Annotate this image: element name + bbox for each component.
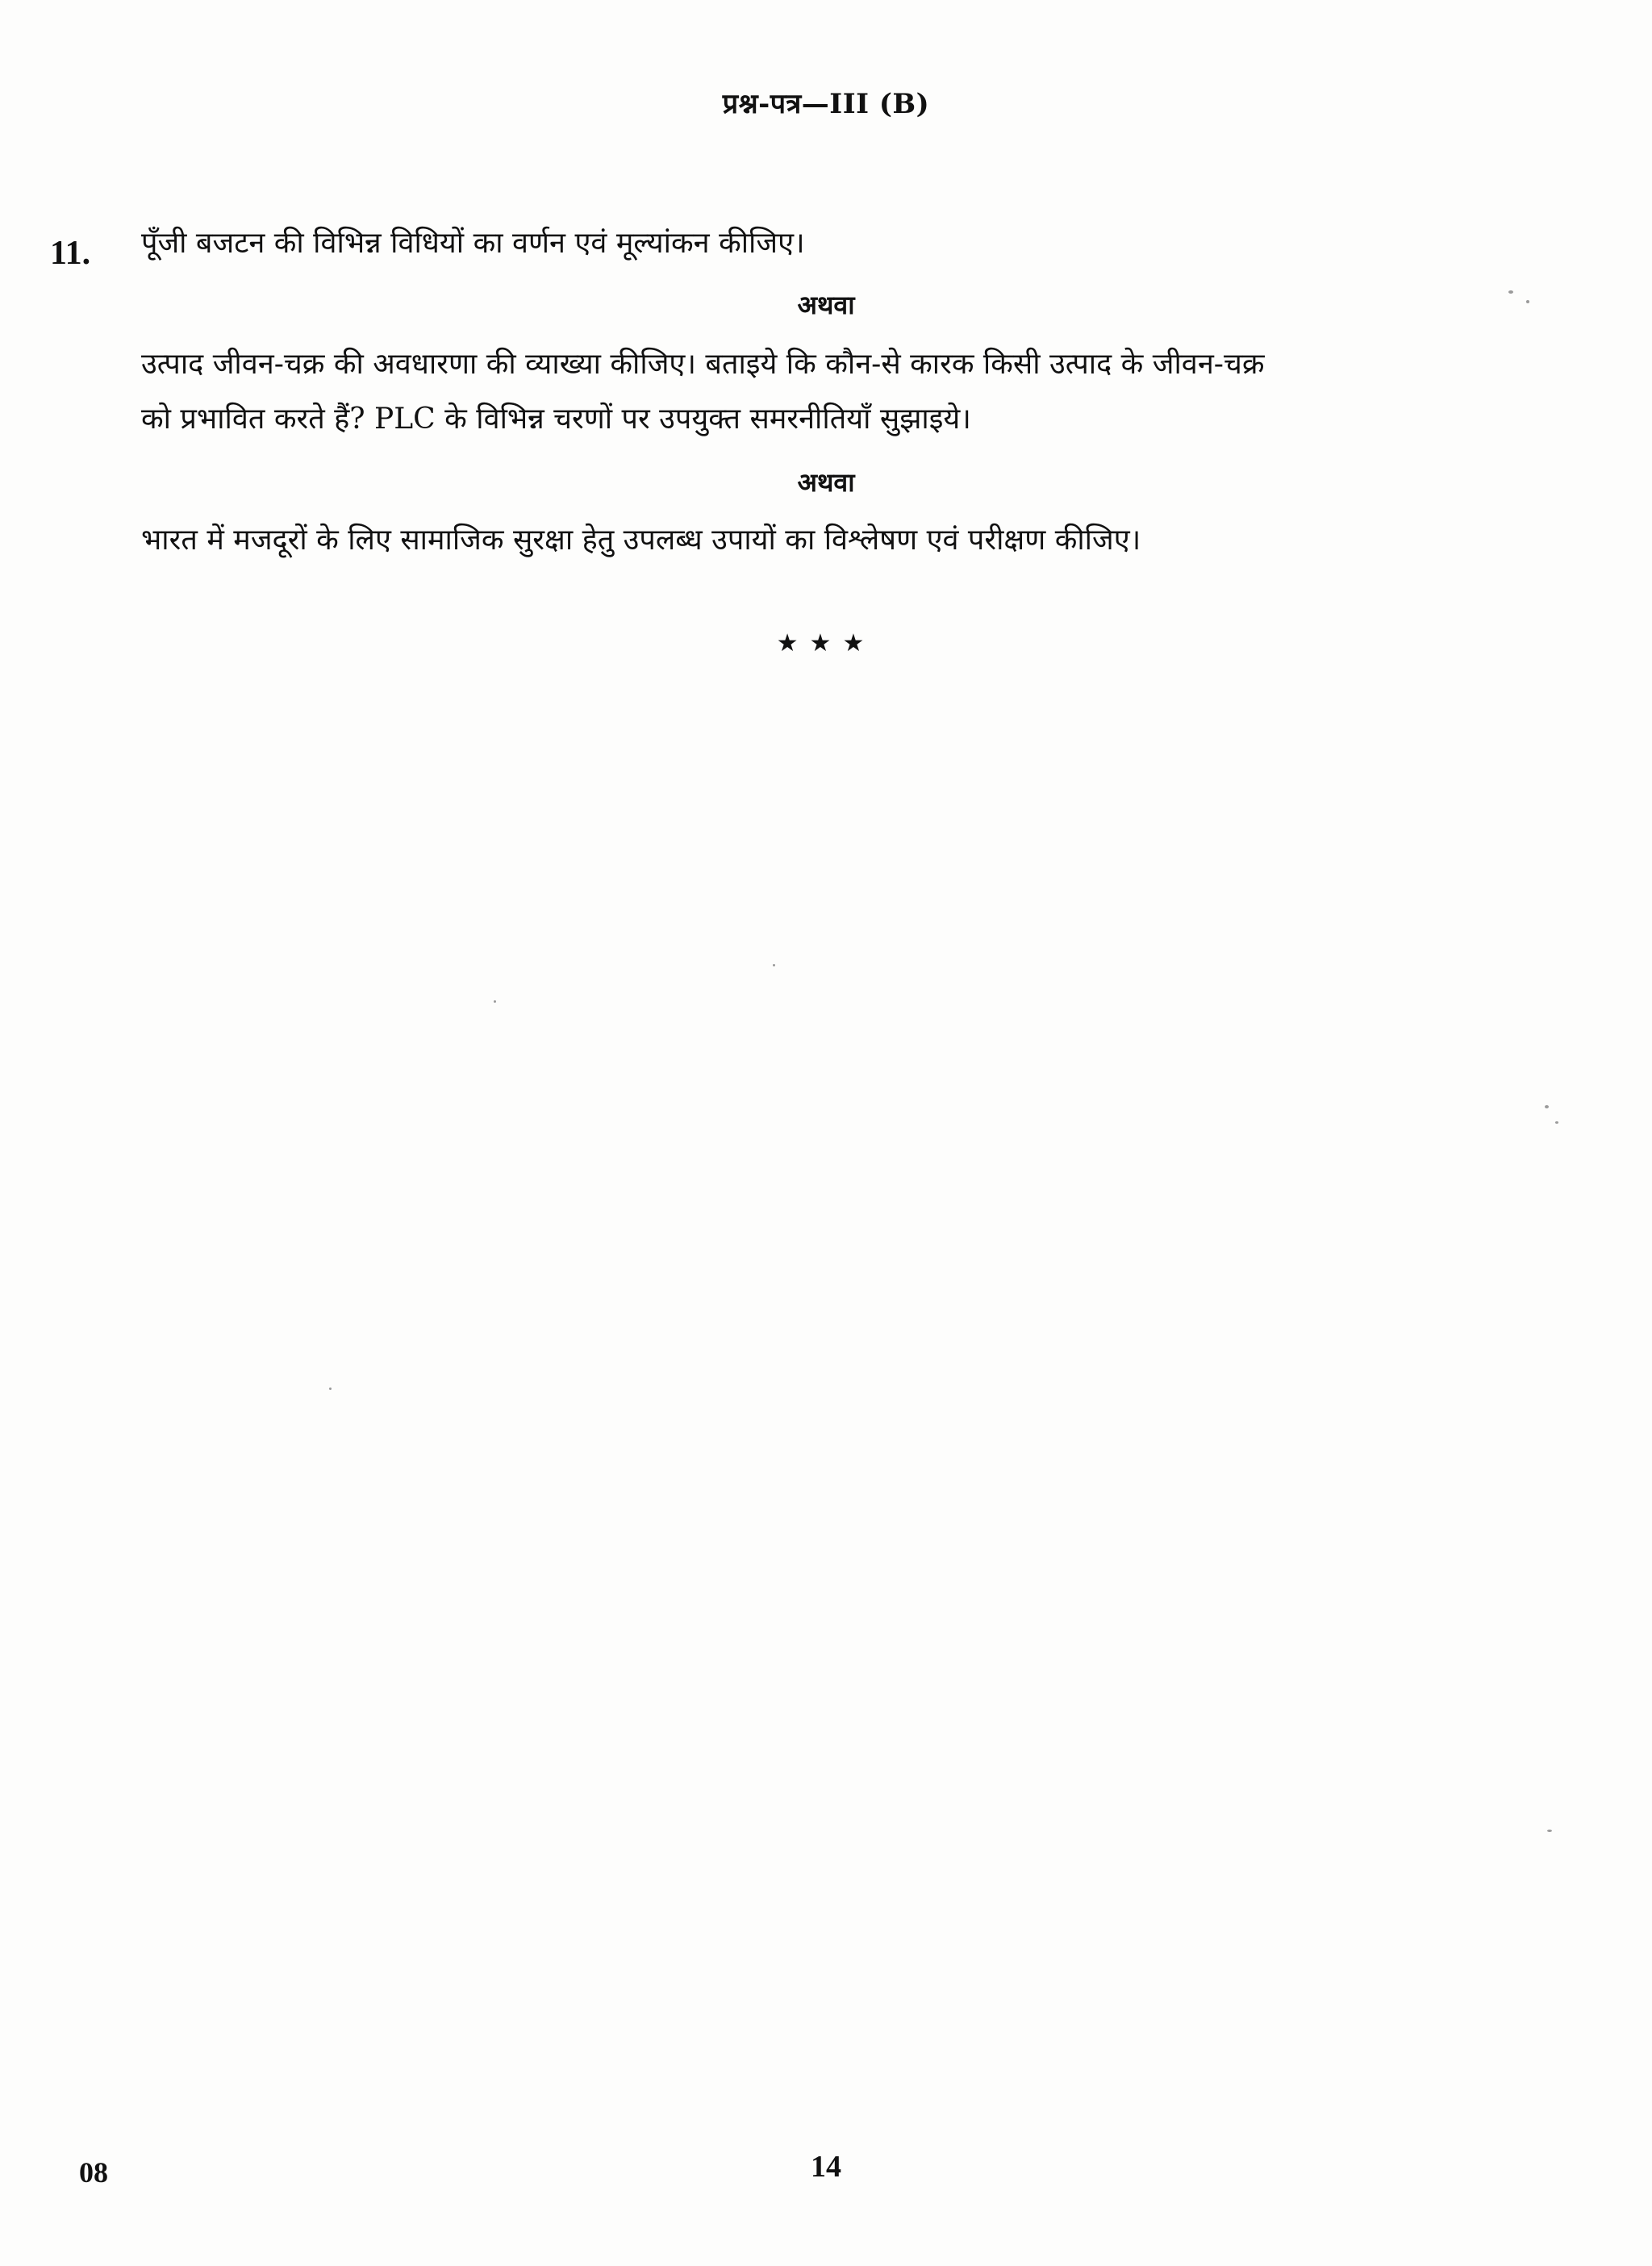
alternative-question-1-line-2: को प्रभावित करते हैं? PLC के विभिन्न चरणों पर उपयुक्त समरनीतियाँ सुझाइये। [141,403,971,436]
scan-speck [773,964,775,966]
scan-speck [1545,1105,1549,1108]
or-label: अथवा [797,467,855,498]
paper-code: 08 [79,2156,108,2189]
question-text: पूँजी बजटन की विभिन्न विधियों का वर्णन एवं मूल्यांकन कीजिए। [141,227,805,260]
or-label: अथवा [797,290,855,320]
question-number: 11. [50,235,91,272]
page-number: 14 [811,2150,841,2184]
scan-speck [1508,290,1513,294]
end-marker-stars: ★★★ [776,629,876,657]
paper-title: प्रश्न-पत्र—III (B) [722,88,930,120]
scan-speck [1555,1121,1558,1124]
scan-speck [1547,1830,1552,1832]
alternative-question-1-line-1: उत्पाद जीवन-चक्र की अवधारणा की व्याख्या कीजिए। बताइये कि कौन-से कारक किसी उत्पाद के जीवन-चक्र [141,348,1265,381]
scan-speck [494,1000,496,1003]
scan-speck [329,1388,332,1390]
alternative-question-2: भारत में मजदूरों के लिए सामाजिक सुरक्षा हेतु उपलब्ध उपायों का विश्लेषण एवं परीक्षण कीजिए। [141,524,1141,557]
scan-speck [1526,300,1529,303]
